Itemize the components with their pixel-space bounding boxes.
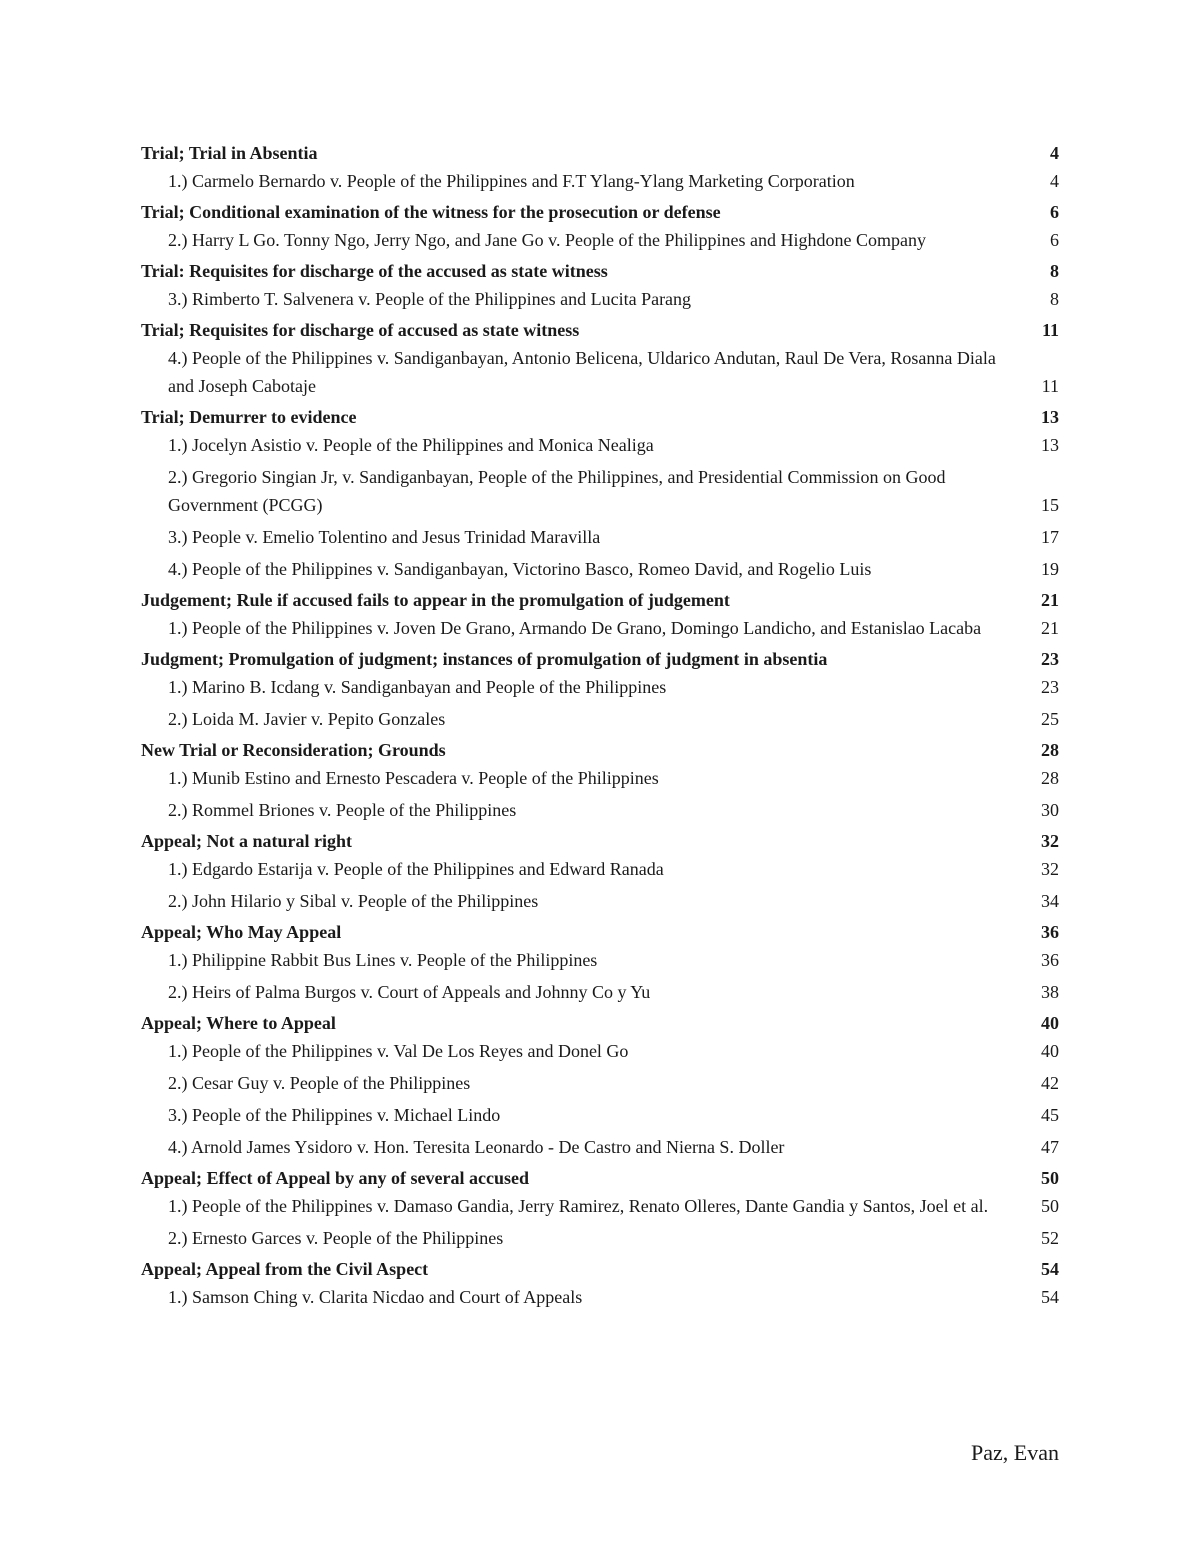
toc-entry[interactable] [141,1133,1059,1161]
toc-entry[interactable] [141,673,1059,701]
section-title: Trial: Requisites for discharge of the accused as state witness [141,261,608,281]
toc-entry[interactable] [141,1192,1059,1220]
entry-title: 2.) Loida M. Javier v. Pepito Gonzales [168,709,446,729]
section-page-number: 50 [1041,1168,1059,1188]
section-page-number: 13 [1041,407,1059,427]
entry-page-number: 50 [1041,1196,1059,1216]
entry-page-number: 21 [1041,618,1059,638]
entry-title: 4.) Arnold James Ysidoro v. Hon. Teresita Leonardo - De Castro and Nierna S. Doller [168,1137,785,1157]
entry-page-number: 6 [1050,230,1059,250]
section-title: Judgement; Rule if accused fails to appear in the promulgation of judgement [141,590,730,610]
entry-page-number: 54 [1041,1287,1059,1307]
section-title: Appeal; Where to Appeal [141,1013,336,1033]
entry-title: 2.) Heirs of Palma Burgos v. Court of Appeals and Johnny Co y Yu [168,982,651,1002]
section-title: Trial; Conditional examination of the witness for the prosecution or defense [141,202,721,222]
toc-entry[interactable] [141,1069,1059,1097]
toc-entry[interactable] [141,431,1059,459]
section-page-number: 21 [1041,590,1059,610]
section-page-number: 32 [1041,831,1059,851]
entry-title: 1.) Marino B. Icdang v. Sandiganbayan and People of the Philippines [168,677,667,697]
section-title: Appeal; Who May Appeal [141,922,342,942]
entry-title: 1.) Philippine Rabbit Bus Lines v. People of the Philippines [168,950,598,970]
section-page-number: 6 [1050,202,1059,222]
toc-entry[interactable] [141,523,1059,551]
entry-title: 2.) Ernesto Garces v. People of the Philippines [168,1228,504,1248]
entry-title: 3.) Rimberto T. Salvenera v. People of the Philippines and Lucita Parang [168,289,692,309]
toc-section-heading[interactable] [141,737,1059,764]
entry-page-number: 23 [1041,677,1059,697]
entry-page-number: 36 [1041,950,1059,970]
toc-entry[interactable] [141,1101,1059,1129]
entry-title: 2.) Gregorio Singian Jr, v. Sandiganbayan, People of the Philippines, and Presidential Commission on Good Government (PCGG) [168,467,946,515]
entry-page-number: 19 [1041,559,1059,579]
entry-page-number: 30 [1041,800,1059,820]
toc-section-heading[interactable] [141,317,1059,344]
entry-title: 4.) People of the Philippines v. Sandiganbayan, Victorino Basco, Romeo David, and Rogelio Luis [168,559,872,579]
entry-title: 2.) Cesar Guy v. People of the Philippines [168,1073,471,1093]
entry-page-number: 15 [1041,495,1059,515]
toc-entry[interactable] [141,555,1059,583]
toc-entry[interactable] [141,614,1059,642]
entry-page-number: 52 [1041,1228,1059,1248]
entry-title: 1.) People of the Philippines v. Damaso Gandia, Jerry Ramirez, Renato Olleres, Dante Gandia y Santos, Joel et al. [168,1196,989,1216]
toc-section-heading[interactable] [141,646,1059,673]
section-page-number: 11 [1041,320,1059,340]
toc-section-heading[interactable] [141,828,1059,855]
toc-entry[interactable] [141,344,1059,400]
entry-title: 1.) Jocelyn Asistio v. People of the Philippines and Monica Nealiga [168,435,654,455]
toc-entry[interactable] [141,764,1059,792]
entry-title: 1.) Edgardo Estarija v. People of the Philippines and Edward Ranada [168,859,664,879]
toc-entry[interactable] [141,1224,1059,1252]
entry-page-number: 34 [1041,891,1059,911]
section-page-number: 36 [1041,922,1059,942]
toc-section-heading[interactable] [141,1165,1059,1192]
section-page-number: 8 [1050,261,1059,281]
section-page-number: 54 [1041,1259,1059,1279]
entry-page-number: 40 [1041,1041,1059,1061]
toc-entry[interactable] [141,946,1059,974]
toc-entry[interactable] [141,463,1059,519]
section-title: New Trial or Reconsideration; Grounds [141,740,446,760]
entry-page-number: 17 [1041,527,1059,547]
entry-page-number: 4 [1050,171,1059,191]
entry-title: 2.) Harry L Go. Tonny Ngo, Jerry Ngo, and Jane Go v. People of the Philippines and Highdone Company [168,230,926,250]
entry-title: 1.) Carmelo Bernardo v. People of the Philippines and F.T Ylang-Ylang Marketing Corporation [168,171,855,191]
section-page-number: 40 [1041,1013,1059,1033]
toc-section-heading[interactable] [141,587,1059,614]
entry-page-number: 32 [1041,859,1059,879]
toc-entry[interactable] [141,226,1059,254]
footer-author: Paz, Evan [971,1440,1059,1465]
toc-entry[interactable] [141,285,1059,313]
section-title: Appeal; Effect of Appeal by any of several accused [141,1168,529,1188]
entry-page-number: 13 [1041,435,1059,455]
entry-title: 1.) People of the Philippines v. Val De Los Reyes and Donel Go [168,1041,629,1061]
entry-title: 3.) People of the Philippines v. Michael Lindo [168,1105,501,1125]
toc-entry[interactable] [141,167,1059,195]
section-title: Judgment; Promulgation of judgment; instances of promulgation of judgment in absentia [141,649,828,669]
toc-section-heading[interactable] [141,199,1059,226]
entry-title: 3.) People v. Emelio Tolentino and Jesus Trinidad Maravilla [168,527,601,547]
toc-entry[interactable] [141,978,1059,1006]
entry-page-number: 45 [1041,1105,1059,1125]
toc-entry[interactable] [141,855,1059,883]
entry-title: 1.) Munib Estino and Ernesto Pescadera v. People of the Philippines [168,768,659,788]
section-page-number: 4 [1050,143,1059,163]
entry-title: 1.) People of the Philippines v. Joven De Grano, Armando De Grano, Domingo Landicho, and Estanislao Lacaba [168,618,982,638]
toc-entry[interactable] [141,1037,1059,1065]
section-title: Trial; Demurrer to evidence [141,407,357,427]
toc-section-heading[interactable] [141,140,1059,167]
section-page-number: 23 [1041,649,1059,669]
section-title: Appeal; Not a natural right [141,831,352,851]
toc-section-heading[interactable] [141,258,1059,285]
section-page-number: 28 [1041,740,1059,760]
toc-entry[interactable] [141,1283,1059,1311]
entry-title: 2.) Rommel Briones v. People of the Philippines [168,800,517,820]
toc-entry[interactable] [141,887,1059,915]
entry-title: 2.) John Hilario y Sibal v. People of the Philippines [168,891,539,911]
toc-section-heading[interactable] [141,1010,1059,1037]
entry-page-number: 8 [1050,289,1059,309]
section-title: Trial; Trial in Absentia [141,143,318,163]
table-of-contents [141,140,1059,1315]
toc-entry[interactable] [141,796,1059,824]
entry-page-number: 28 [1041,768,1059,788]
toc-section-heading[interactable] [141,1256,1059,1283]
entry-title: 4.) People of the Philippines v. Sandiganbayan, Antonio Belicena, Uldarico Andutan, Raul De Vera, Rosanna Diala and Joseph Cabotaje [168,348,996,396]
entry-page-number: 42 [1041,1073,1059,1093]
toc-section-heading[interactable] [141,919,1059,946]
entry-page-number: 47 [1041,1137,1059,1157]
toc-section-heading[interactable] [141,404,1059,431]
section-title: Appeal; Appeal from the Civil Aspect [141,1259,429,1279]
toc-entry[interactable] [141,705,1059,733]
entry-page-number: 38 [1041,982,1059,1002]
entry-title: 1.) Samson Ching v. Clarita Nicdao and Court of Appeals [168,1287,583,1307]
entry-page-number: 11 [1041,376,1059,396]
entry-page-number: 25 [1041,709,1059,729]
section-title: Trial; Requisites for discharge of accused as state witness [141,320,580,340]
